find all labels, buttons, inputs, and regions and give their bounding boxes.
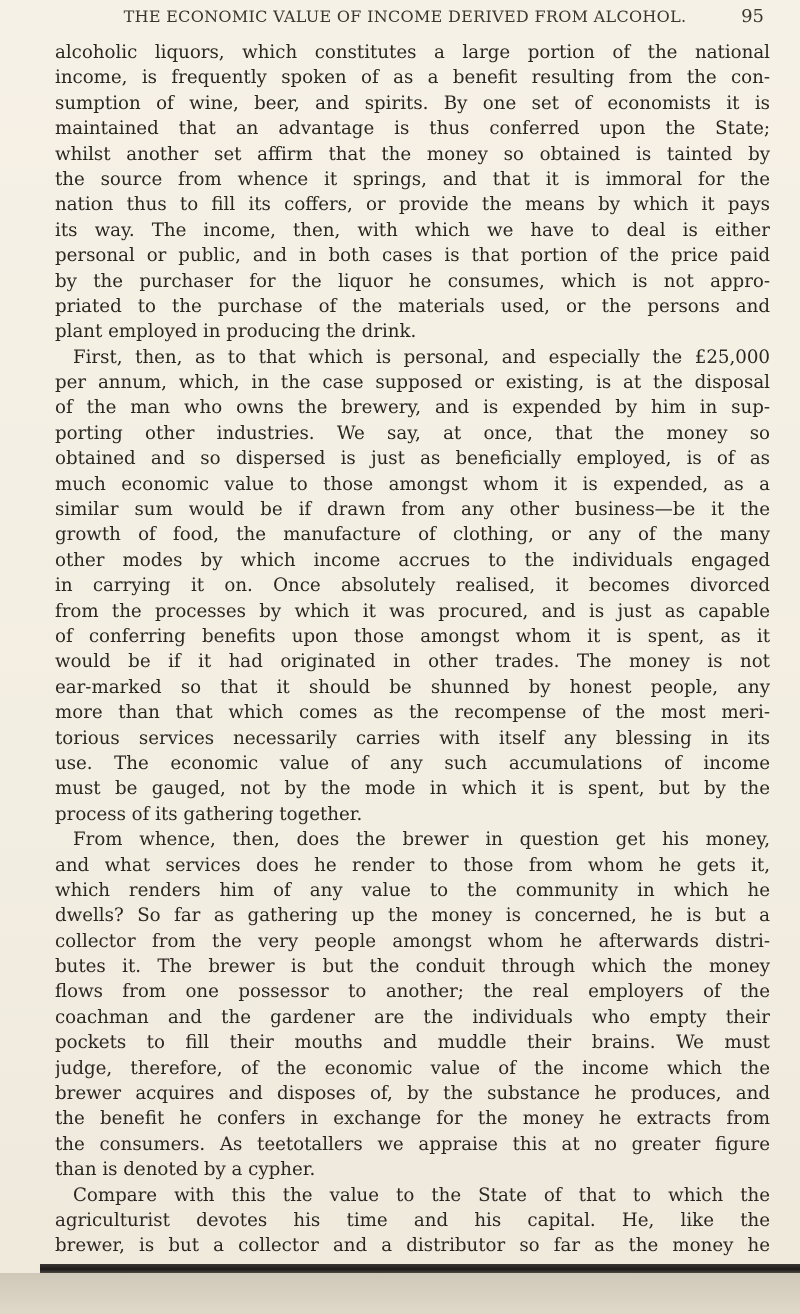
text-line: alcoholic liquors, which constitutes a large portion of the national (55, 42, 770, 63)
text-line: judge, therefore, of the economic value of the income which the (55, 1057, 770, 1079)
text-line: brewer acquires and disposes of, by the substance he produces, and (55, 1083, 770, 1105)
text-line: First, then, as to that which is personal, and especially the £25,000 (73, 346, 770, 368)
text-line: much economic value to those amongst whom it is expended, as a (55, 473, 770, 495)
text-line: must be gauged, not by the mode in which it is spent, but by the (55, 778, 770, 800)
text-line: priated to the purchase of the materials used, or the persons and (55, 295, 770, 317)
text-line: nation thus to fill its coffers, or provide the means by which it pays (55, 194, 770, 216)
text-line: process of its gathering together. (55, 803, 363, 825)
text-line: than is denoted by a cypher. (55, 1159, 316, 1181)
text-line: flows from one possessor to another; the real employers of the (55, 981, 770, 1003)
text-line: From whence, then, does the brewer in question get his money, (73, 829, 770, 851)
text-line: per annum, which, in the case supposed or existing, is at the disposal (55, 372, 770, 394)
text-line: of the man who owns the brewery, and is expended by him in sup- (55, 397, 770, 419)
text-line: porting other industries. We say, at once, that the money so (55, 422, 770, 444)
text-line: Compare with this the value to the State of that to which the (73, 1184, 770, 1206)
text-line: whilst another set affirm that the money so obtained is tainted by (55, 143, 770, 165)
text-line: of conferring benefits upon those amongst whom it is spent, as it (55, 625, 770, 647)
text-line: collector from the very people amongst whom he afterwards distri- (55, 930, 770, 952)
text-line: butes it. The brewer is but the conduit through which the money (55, 956, 770, 978)
page-number: 95 (741, 6, 764, 27)
text-line: ear-marked so that it should be shunned by honest people, any (55, 676, 770, 698)
running-head: THE ECONOMIC VALUE OF INCOME DERIVED FROM ALCOHOL. (123, 7, 687, 26)
text-line: which renders him of any value to the community in which he (55, 879, 770, 901)
text-line: similar sum would be if drawn from any other business—be it the (55, 499, 770, 521)
text-line: in carrying it on. Once absolutely realised, it becomes divorced (55, 575, 770, 597)
text-line: and what services does he render to those from whom he gets it, (55, 854, 770, 876)
text-line: the consumers. As teetotallers we appraise this at no greater figure (55, 1133, 770, 1155)
text-line: its way. The income, then, with which we have to deal is either (55, 219, 770, 241)
body-text (55, 40, 770, 1259)
bottom-rule (40, 1264, 800, 1273)
text-line: the benefit he confers in exchange for the money he extracts from (55, 1108, 770, 1130)
text-line: would be if it had originated in other trades. The money is not (55, 651, 770, 673)
text-line: coachman and the gardener are the individuals who empty their (55, 1006, 770, 1028)
text-line: growth of food, the manufacture of clothing, or any of the many (55, 524, 770, 546)
text-line: pockets to fill their mouths and muddle their brains. We must (55, 1032, 770, 1054)
text-line: more than that which comes as the recompense of the most meri- (55, 702, 770, 724)
page-edge-shadow (0, 1273, 800, 1314)
text-line: use. The economic value of any such accumulations of income (55, 752, 770, 774)
text-line: by the purchaser for the liquor he consumes, which is not appro- (55, 270, 770, 292)
text-line: sumption of wine, beer, and spirits. By one set of economists it is (55, 92, 770, 114)
text-line: obtained and so dispersed is just as beneficially employed, is of as (55, 448, 770, 470)
text-line: income, is frequently spoken of as a benefit resulting from the con- (55, 67, 770, 89)
text-line: dwells? So far as gathering up the money is concerned, he is but a (55, 905, 770, 927)
text-line: personal or public, and in both cases is that portion of the price paid (55, 245, 770, 267)
text-line: brewer, is but a collector and a distributor so far as the money he (55, 1235, 770, 1257)
text-line: agriculturist devotes his time and his capital. He, like the (55, 1209, 770, 1231)
text-line: from the processes by which it was procured, and is just as capable (55, 600, 770, 622)
text-line: torious services necessarily carries with itself any blessing in its (55, 727, 770, 749)
page-header (0, 4, 800, 34)
text-line: other modes by which income accrues to the individuals engaged (55, 549, 770, 571)
text-line: plant employed in producing the drink. (55, 321, 417, 343)
text-line: maintained that an advantage is thus conferred upon the State; (55, 118, 770, 140)
text-line: the source from whence it springs, and that it is immoral for the (55, 168, 770, 190)
